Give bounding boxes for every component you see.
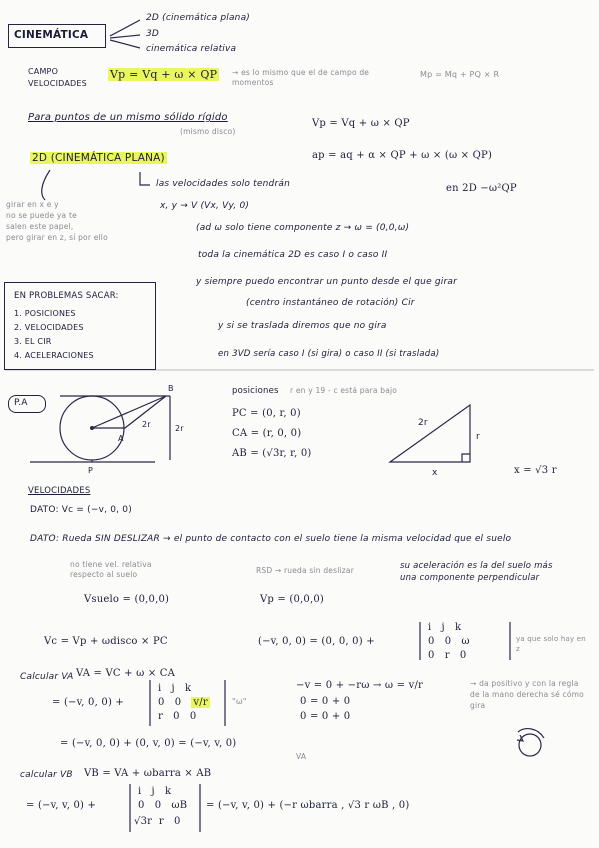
rsd-note: RSD → rueda sin deslizar — [256, 566, 354, 575]
det2-r0: i j k — [158, 683, 192, 694]
rigid-acc-eq: ap = aq + α × QP + ω × (ω × QP) — [312, 150, 493, 161]
det1-r0: i j k — [428, 622, 462, 633]
side-note-3: salen este papel, — [6, 222, 74, 231]
rigid-2d-note: en 2D −ω²QP — [446, 183, 517, 194]
vb-result: = (−v, v, 0) + (−r ωbarra , √3 r ωB , 0) — [206, 800, 410, 811]
omega-mark: "ω" — [232, 697, 247, 706]
problems-item-1: 1. POSICIONES — [14, 309, 76, 318]
problems-title: EN PROBLEMAS SACAR: — [14, 291, 119, 301]
problems-item-4: 4. ACELERACIONES — [14, 351, 94, 360]
campo-label: CAMPO VELOCIDADES — [28, 67, 87, 88]
side-note-1: girar en x e y — [6, 200, 59, 209]
branch-relativa: cinemática relativa — [146, 44, 237, 54]
campo-equation: Vp = Vq + ω × QP — [110, 68, 218, 81]
moment-equation: Mp = Mq + PQ × R — [420, 70, 500, 79]
calc-vb: calcular VB — [20, 770, 73, 780]
plane-line3: (ad ω solo tiene componente z → ω = (0,0,ω) — [196, 223, 410, 233]
det1-r2: 0 r 0 — [428, 650, 467, 661]
plane-line1: las velocidades solo tendrán — [156, 179, 290, 189]
side-note-2: no se puede ya te — [6, 211, 77, 220]
det2-r1: 0 0 v/r — [158, 697, 208, 708]
vb-equation: VB = VA + ωbarra × AB — [84, 768, 212, 779]
calc-va: Calcular VA — [20, 672, 74, 682]
va-equation: VA = VC + ω × CA — [76, 668, 176, 679]
det3-r2: √3r r 0 — [134, 816, 181, 827]
tri-hyp: 2r — [418, 418, 428, 428]
problem-label: P.A — [14, 398, 28, 408]
positions-note: r en y 19 - c está para bajo — [290, 386, 398, 395]
rigid-sub: (mismo disco) — [180, 127, 236, 136]
tri-side: r — [476, 432, 480, 442]
vc-equation: Vc = Vp + ωdisco × PC — [44, 636, 168, 647]
va-tag: VA — [296, 752, 307, 761]
branch-2d: 2D (cinemática plana) — [146, 13, 251, 23]
plane-line7: y si se traslada diremos que no gira — [218, 321, 387, 331]
problems-item-2: 2. VELOCIDADES — [14, 323, 84, 332]
det2-r2: r 0 0 — [158, 711, 197, 722]
label-2r-bar: 2r — [142, 420, 151, 429]
plane-heading: 2D (CINEMÁTICA PLANA) — [32, 152, 165, 164]
v-suelo: Vsuelo = (0,0,0) — [84, 594, 170, 605]
branch-3d: 3D — [146, 29, 160, 39]
note-no-rel: no tiene vel. relativa respecto al suelo — [70, 560, 152, 579]
note-accel: su aceleración es la del suelo más una componente perpendicular — [400, 561, 553, 583]
label-2r-height: 2r — [175, 424, 184, 433]
plane-line8: en 3VD sería caso I (si gira) o caso II (si traslada) — [218, 349, 440, 359]
campo-note: → es lo mismo que el de campo de momentos — [232, 68, 370, 87]
pos-ab: AB = (√3r, r, 0) — [232, 448, 312, 459]
sys-3: 0 = 0 + 0 — [300, 711, 351, 722]
point-a: A — [118, 434, 124, 443]
plane-line2: x, y → V (Vx, Vy, 0) — [160, 201, 250, 211]
point-p: P — [88, 466, 94, 475]
pos-pc: PC = (0, r, 0) — [232, 408, 301, 419]
velocities-title: VELOCIDADES — [28, 486, 91, 496]
plane-line5: y siempre puedo encontrar un punto desde el que girar — [196, 277, 458, 287]
side-note-4: pero girar en z, sí por ello — [6, 233, 108, 242]
tri-base: x — [432, 468, 438, 478]
pos-ca: CA = (r, 0, 0) — [232, 428, 302, 439]
va-line2: = (−v, 0, 0) + (0, v, 0) = (−v, v, 0) — [60, 738, 237, 749]
dato-2: DATO: Rueda SIN DESLIZAR → el punto de contacto con el suelo tiene la misma velocidad que el suelo — [30, 534, 512, 544]
x-result: x = √3 r — [514, 465, 557, 476]
va-line1: = (−v, 0, 0) + — [52, 697, 124, 708]
sys-1: −v = 0 + −rω → ω = v/r — [296, 680, 424, 691]
page-title: CINEMÁTICA — [14, 29, 89, 41]
rigid-heading: Para puntos de un mismo sólido rígido — [28, 112, 228, 123]
sys-2: 0 = 0 + 0 — [300, 696, 351, 707]
dato-1: DATO: Vc = (−v, 0, 0) — [30, 505, 132, 515]
v-p: Vp = (0,0,0) — [260, 594, 325, 605]
point-b: B — [168, 384, 174, 393]
problems-item-3: 3. EL CIR — [14, 337, 52, 346]
det1-r1: 0 0 ω — [428, 636, 470, 647]
det3-r0: i j k — [138, 786, 172, 797]
rigid-vel-eq: Vp = Vq + ω × QP — [312, 118, 410, 129]
sys-note: → da positivo y con la regla de la mano derecha sé cómo gira — [470, 679, 584, 710]
det3-r1: 0 0 ωB — [138, 800, 188, 811]
plane-line6: (centro instantáneo de rotación) Cir — [246, 298, 415, 308]
vb-line: = (−v, v, 0) + — [26, 800, 97, 811]
positions-title: posiciones — [232, 386, 279, 396]
vc-result: (−v, 0, 0) = (0, 0, 0) + — [258, 636, 375, 647]
det1-note: ya que solo hay en z — [516, 635, 586, 653]
plane-line4: toda la cinemática 2D es caso I o caso II — [198, 250, 388, 260]
